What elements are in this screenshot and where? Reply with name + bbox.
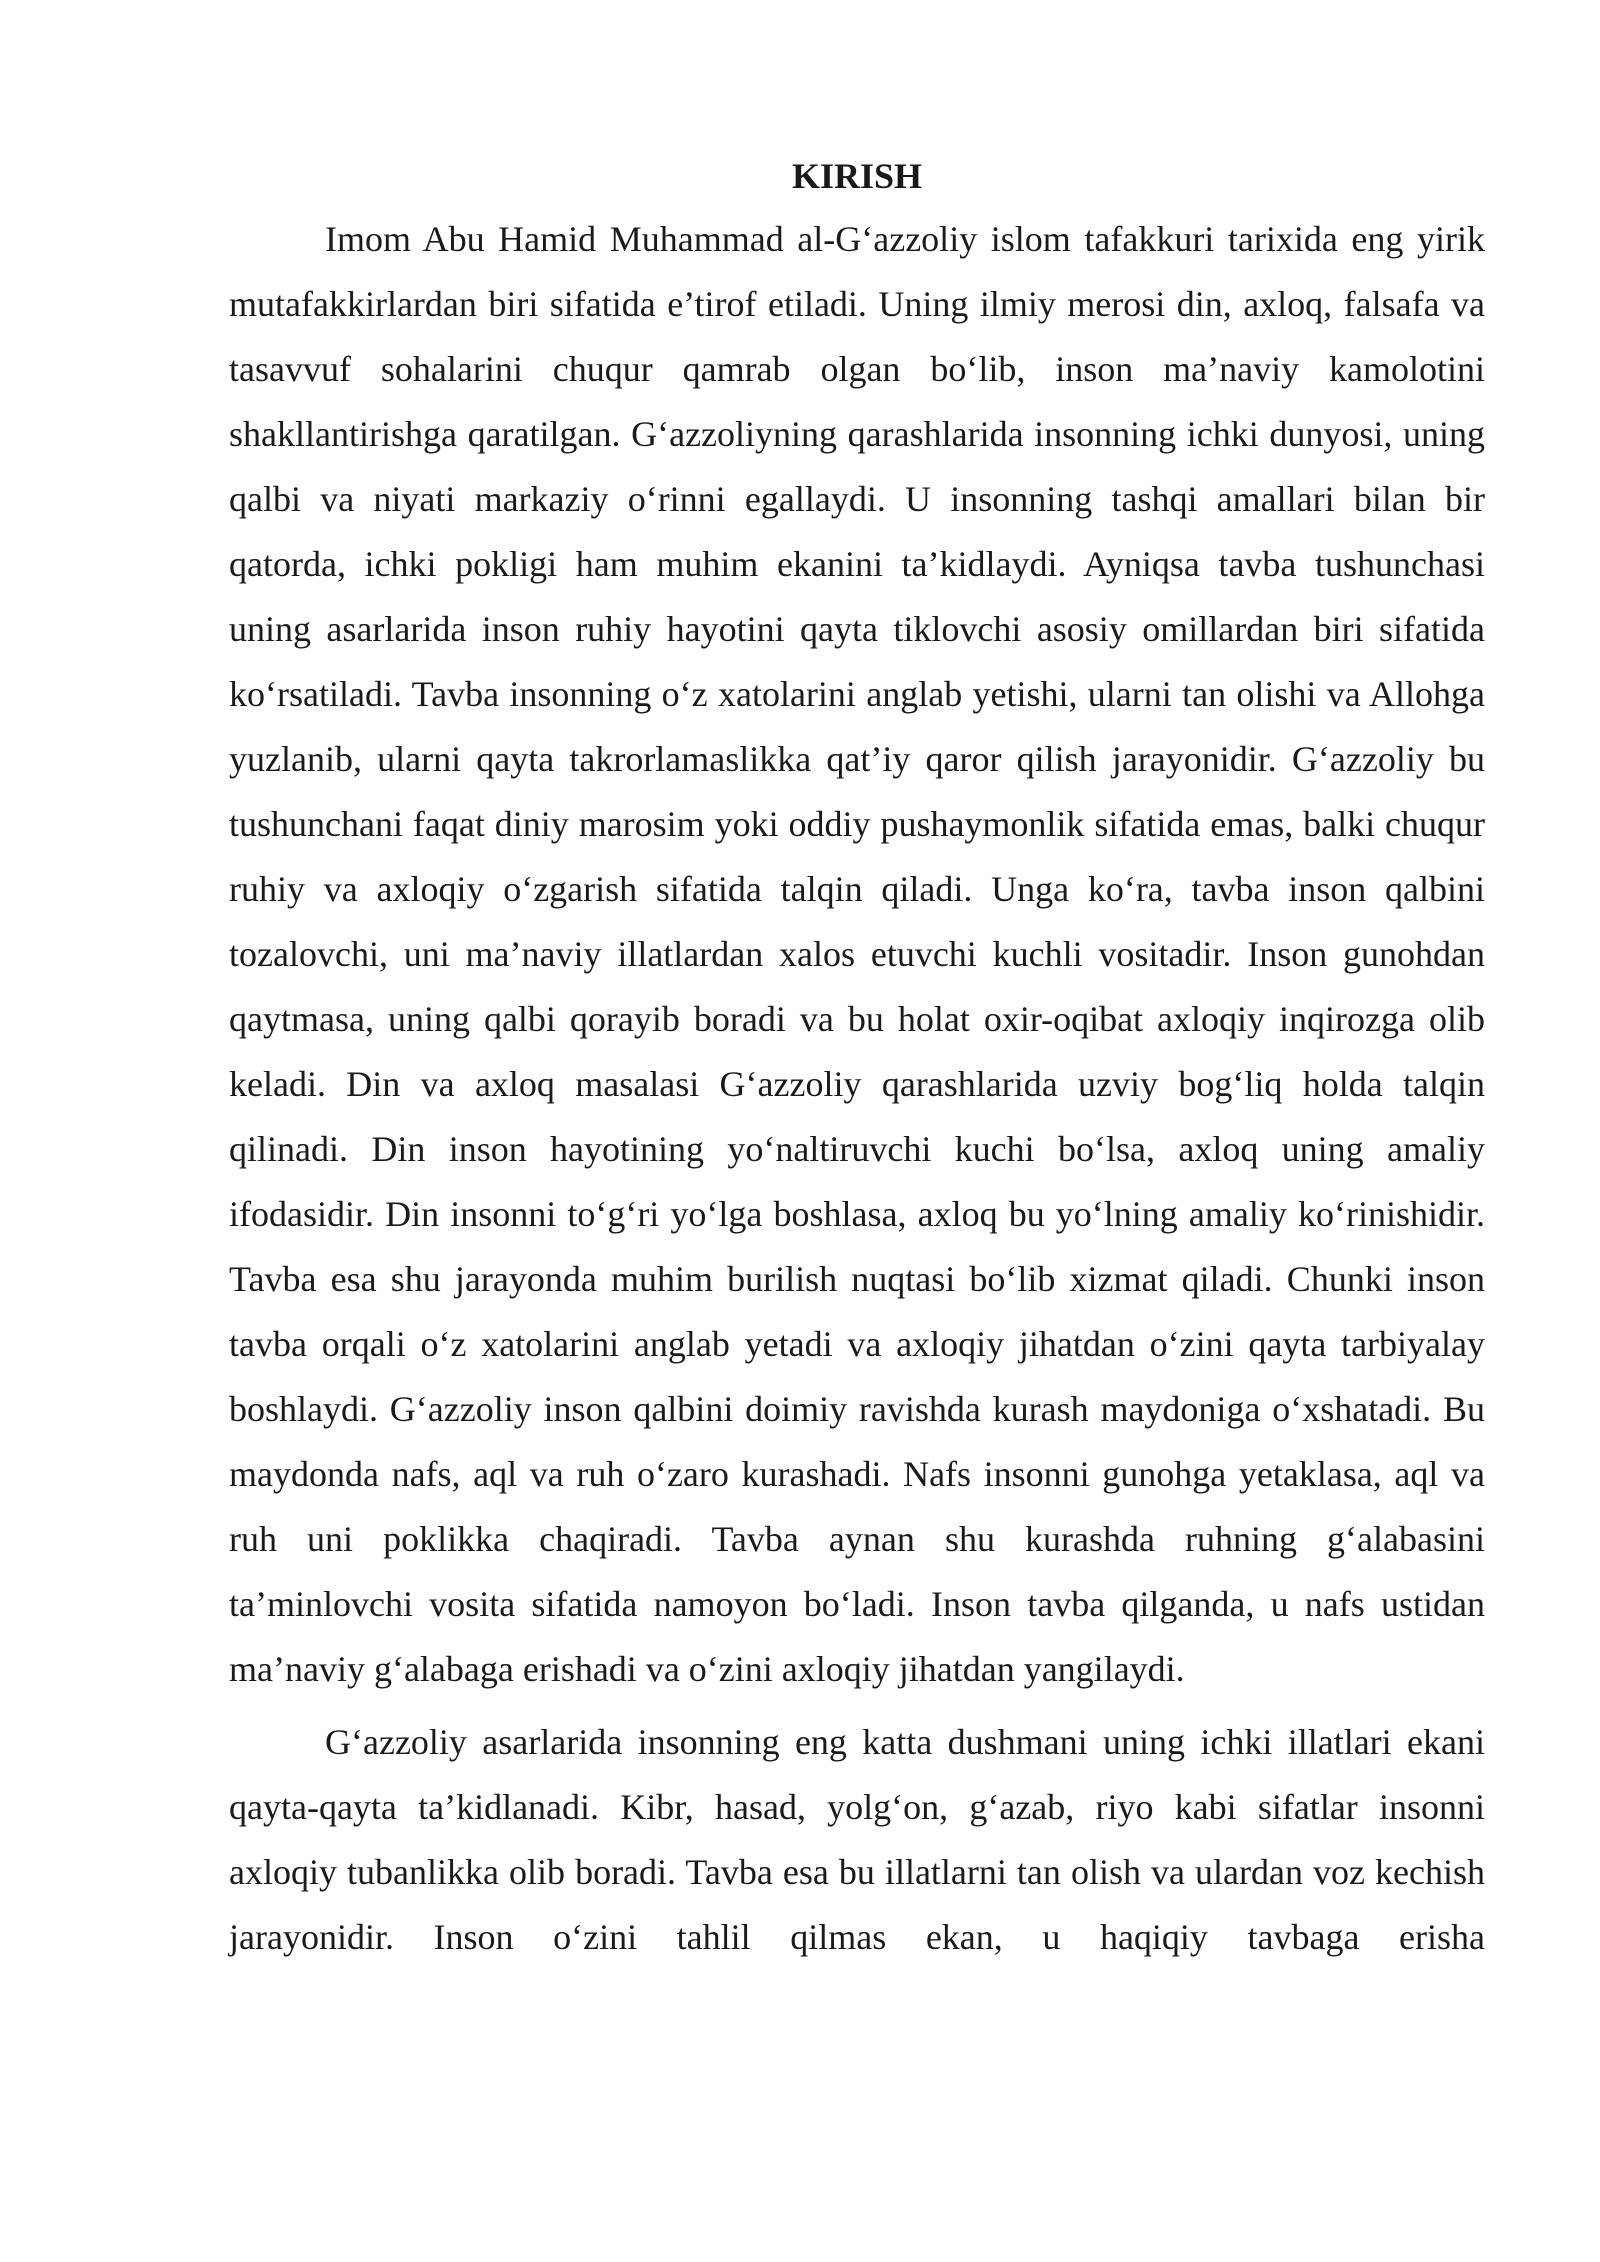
section-heading: KIRISH xyxy=(791,156,923,196)
paragraph-2-text: G‘azzoliy asarlarida insonning eng katta dushmani uning ichki illatlari ekani qayta-qayta ta’kidlanadi. Kibr, hasad, yolg‘on, g‘azab, riyo kabi sifatlar insonni axloqiy tubanlikka olib boradi. Tavba esa bu illatlarni tan olish va ulardan voz kechish jarayonidir. Inson o‘zini tahlil qilmas ekan, u haqiqiy tavbaga erisha xyxy=(229,1722,1485,1957)
paragraph-1: Imom Abu Hamid Muhammad al-G‘azzoliy islom tafakkuri tarixida eng yirik mutafakkirlardan biri sifatida e’tirof etiladi. Uning ilmiy merosi din, axloq, falsafa va tasavvuf sohalarini chuqur qamrab olgan bo‘lib, inson ma’naviy kamolotini shakllantirishga qaratilgan. G‘azzoliyning qarashlarida insonning ichki dunyosi, uning qalbi va niyati markaziy o‘rinni egallaydi. U insonning tashqi amallari bilan bir qatorda, ichki pokligi ham muhim ekanini ta’kidlaydi. Ayniqsa tavba tushunchasi uning asarlarida inson ruhiy hayotini qayta tiklovchi asosiy omillardan biri sifatida ko‘rsatiladi. Tavba insonning o‘z xatolarini anglab yetishi, ularni tan olishi va Allohga yuzlanib, ularni qayta takrorlamaslikka qat’iy qaror qilish jarayonidir. G‘azzoliy bu tushunchani faqat diniy marosim yoki oddiy pushaymonlik sifatida emas, balki chuqur ruhiy va axloqiy o‘zgarish sifatida talqin qiladi. Unga ko‘ra, tavba inson qalbini tozalovchi, uni ma’naviy illatlardan xalos etuvchi kuchli vositadir. Inson gunohdan qaytmasa, uning qalbi qorayib boradi va bu holat oxir-oqibat axloqiy inqirozga olib keladi. Din va axloq masalasi G‘azzoliy qarashlarida uzviy bog‘liq holda talqin qilinadi. Din inson hayotining yo‘naltiruvchi kuchi bo‘lsa, axloq uning amaliy ifodasidir. Din insonni to‘g‘ri yo‘lga boshlasa, axloq bu yo‘lning amaliy ko‘rinishidir. Tavba esa shu jarayonda muhim burilish nuqtasi bo‘lib xizmat qiladi. Chunki inson tavba orqali o‘z xatolarini anglab yetadi va axloqiy jihatdan o‘zini qayta tarbiyalay boshlaydi. G‘azzoliy inson qalbini doimiy ravishda kurash maydoniga o‘xshatadi. Bu maydonda nafs, aql va ruh o‘zaro kurashadi. Nafs insonni gunohga yetaklasa, aql va ruh uni poklikka chaqiradi. Tavba aynan shu kurashda ruhning g‘alabasini ta’minlovchi vosita sifatida namoyon bo‘ladi. Inson tavba qilganda, u nafs ustidan ma’naviy g‘alabaga erishadi va o‘zini axloqiy jihatdan yangilaydi. xyxy=(229,219,1485,1689)
document-body xyxy=(229,147,1485,1970)
paragraph-2 xyxy=(229,1710,1485,1970)
